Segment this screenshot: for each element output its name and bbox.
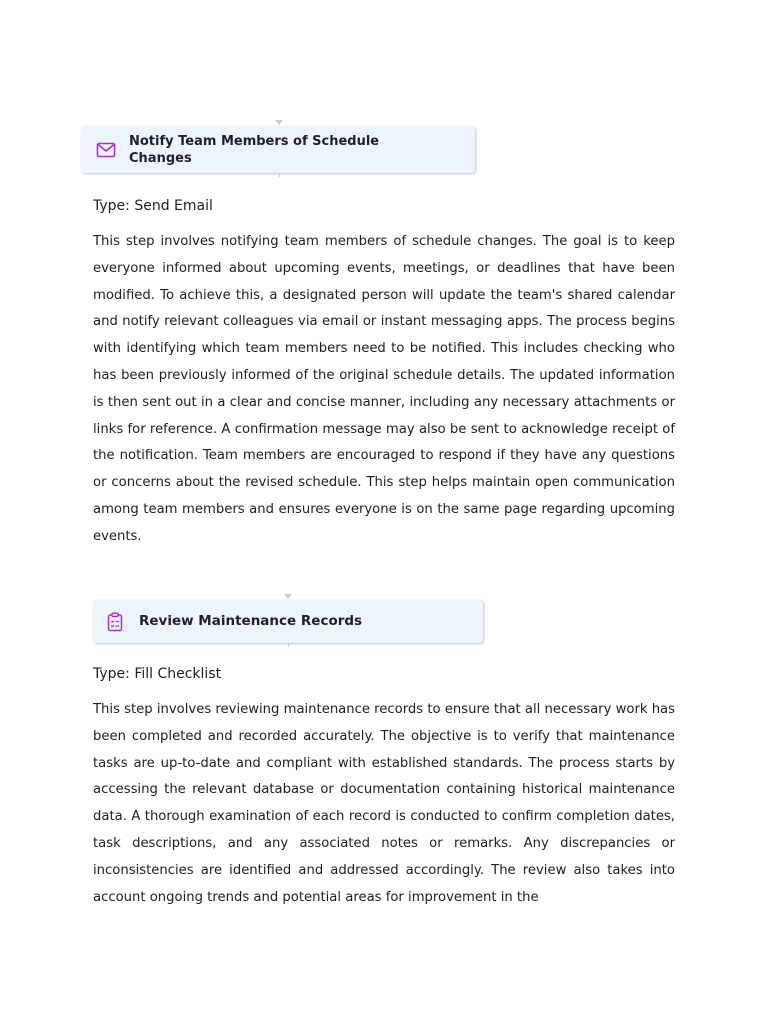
step-title: Notify Team Members of Schedule Changes	[129, 134, 380, 166]
step-connector-line	[288, 643, 289, 647]
step-title: Review Maintenance Records	[139, 613, 363, 629]
step-connector-line	[279, 173, 280, 177]
step-connector-arrow	[275, 120, 283, 125]
step-description: This step involves reviewing maintenance records to ensure that all necessary work has been completed and recorded accurately. The objective is to verify that maintenance tasks are up-to-date and compliant with established standards. The process starts by accessing the relevant database or documentation containing historical maintenance data. A thorough examination of each record is conducted to confirm completion dates, task descriptions, and any associated notes or remarks. Any discrepancies or inconsistencies are identified and addressed accordingly. The review also takes into account ongoing trends and potential areas for improvement in the	[93, 702, 676, 905]
step-connector-arrow	[284, 594, 292, 599]
step-card-notify[interactable]	[81, 126, 475, 173]
clipboard-checklist-icon	[105, 611, 125, 632]
envelope-icon	[95, 140, 117, 160]
step-card-review[interactable]	[93, 600, 483, 643]
step-description: This step involves notifying team members of schedule changes. The goal is to keep everyone informed about upcoming events, meetings, or deadlines that have been modified. To achieve this, a designated person will update the team's shared calendar and notify relevant colleagues via email or instant messaging apps. The process begins with identifying which team members need to be notified. This includes checking who has been previously informed of the original schedule details. The updated information is then sent out in a clear and concise manner, including any necessary attachments or links for reference. A confirmation message may also be sent to acknowledge receipt of the notification. Team members are encouraged to respond if they have any questions or concerns about the revised schedule. This step helps maintain open communication among team members and ensures everyone is on the same page regarding upcoming events.	[93, 234, 675, 544]
step-type-label: Type: Fill Checklist	[93, 666, 222, 682]
step-type-label: Type: Send Email	[93, 198, 213, 214]
